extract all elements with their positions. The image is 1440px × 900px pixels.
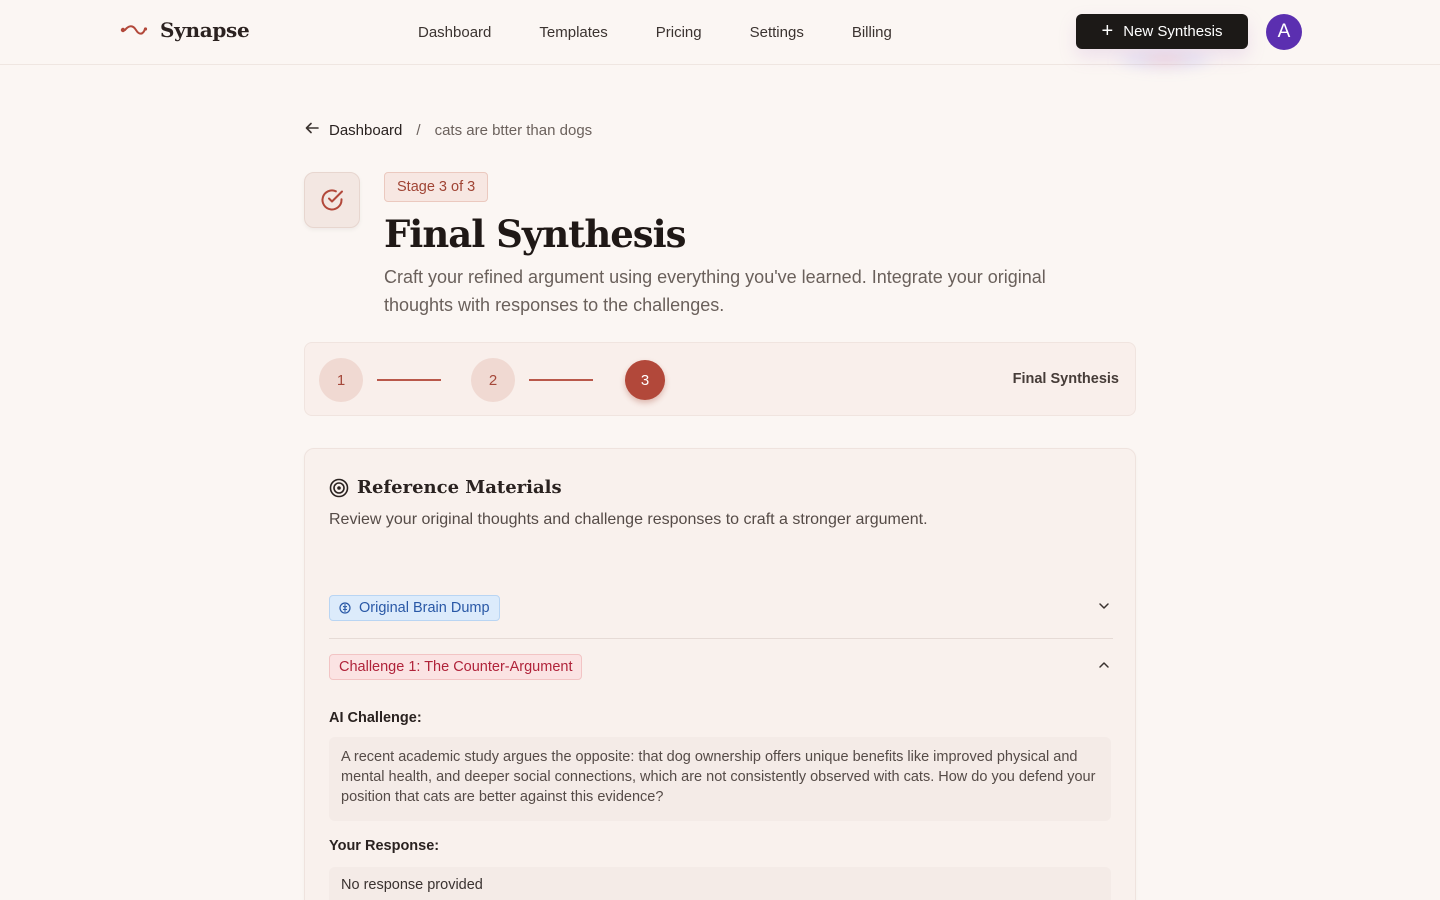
plus-icon: + [1101, 19, 1114, 42]
card-header [329, 477, 562, 498]
chevron-up-icon[interactable] [1097, 658, 1111, 672]
nav-dashboard[interactable]: Dashboard [418, 24, 492, 41]
challenge-1-tag: Challenge 1: The Counter-Argument [329, 654, 582, 680]
step-2[interactable]: 2 [471, 358, 515, 402]
card-title: Reference Materials [357, 477, 562, 498]
breadcrumb-current: cats are btter than dogs [434, 122, 593, 139]
your-response-text: No response provided [329, 867, 1111, 900]
step-1[interactable]: 1 [319, 358, 363, 402]
app-name: Synapse [160, 18, 250, 42]
step-connector [377, 379, 441, 381]
page-title: Final Synthesis [384, 212, 686, 256]
stage-check-icon [304, 172, 360, 228]
top-header [0, 0, 1440, 65]
new-synthesis-label: New Synthesis [1123, 23, 1223, 40]
chevron-down-icon[interactable] [1097, 599, 1111, 613]
new-synthesis-button[interactable] [1076, 14, 1248, 49]
main-nav [418, 24, 940, 41]
nav-billing[interactable]: Billing [851, 24, 892, 41]
accordion-original-brain-dump[interactable] [329, 595, 1113, 639]
breadcrumb-separator: / [416, 122, 421, 139]
current-step-label: Final Synthesis [1012, 371, 1119, 387]
your-response-heading: Your Response: [329, 838, 440, 854]
nav-settings[interactable]: Settings [749, 24, 804, 41]
step-3[interactable]: 3 [625, 360, 665, 400]
app-logo[interactable] [120, 18, 249, 42]
breadcrumb [305, 121, 592, 140]
page-description: Craft your refined argument using everything you've learned. Integrate your original thoughts with responses to the challenges. [384, 267, 1046, 315]
nav-pricing[interactable]: Pricing [655, 24, 702, 41]
back-arrow-icon[interactable] [305, 121, 319, 140]
nav-templates[interactable]: Templates [539, 24, 608, 41]
progress-stepper [304, 342, 1136, 416]
card-description: Review your original thoughts and challenge responses to craft a stronger argument. [329, 511, 928, 528]
target-icon [329, 478, 349, 498]
brain-icon [339, 602, 351, 614]
synapse-logo-icon [120, 23, 148, 37]
breadcrumb-dashboard-link[interactable]: Dashboard [329, 122, 403, 139]
button-glow [1110, 48, 1220, 72]
accordion-challenge-1[interactable] [329, 654, 1113, 680]
step-connector [529, 379, 593, 381]
reference-materials-card [304, 448, 1136, 900]
ai-challenge-text: A recent academic study argues the opposite: that dog ownership offers unique benefits like improved physical and mental health, and deeper social connections, which are not consistently observed with cats. How do you defend your position that cats are better against this evidence? [329, 737, 1111, 821]
stage-badge: Stage 3 of 3 [384, 172, 488, 202]
ai-challenge-heading: AI Challenge: [329, 710, 422, 726]
user-avatar[interactable]: A [1266, 14, 1302, 50]
original-brain-dump-label: Original Brain Dump [359, 600, 490, 616]
original-brain-dump-tag [329, 595, 500, 621]
